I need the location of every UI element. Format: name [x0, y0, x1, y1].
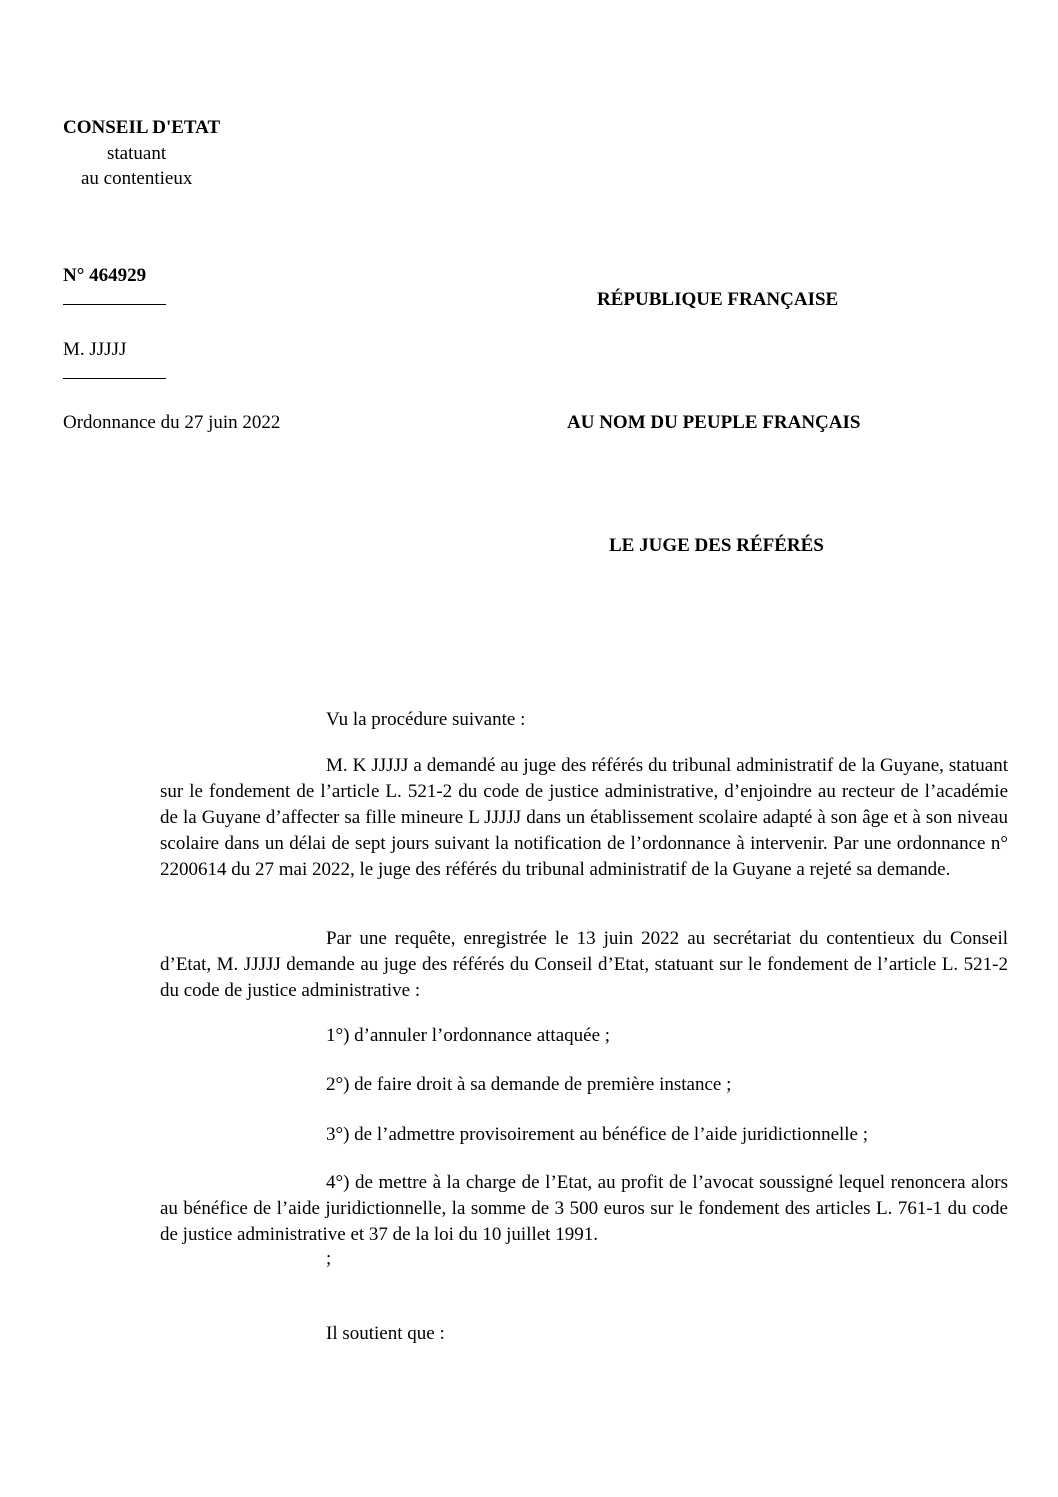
order-date: Ordonnance du 27 juin 2022 [63, 412, 281, 433]
in-name-of-heading: AU NOM DU PEUPLE FRANÇAIS [567, 412, 861, 433]
judge-heading: LE JUGE DES RÉFÉRÉS [609, 535, 824, 556]
republic-heading: RÉPUBLIQUE FRANÇAISE [597, 289, 839, 310]
divider-2 [63, 378, 166, 379]
procedure-intro: Vu la procédure suivante : [326, 709, 526, 730]
paragraph-first-instance: M. K JJJJJ a demandé au juge des référés du tribunal administratif de la Guyane, statuant sur le fondement de l’article L. 521-2 du code de justice administrative, d’enjoindre au recteur de l’académie de la Guyane d’affecter sa fille mineure L JJJJJ dans un établissement scolaire adapté à son âge et à son niveau scolaire dans un délai de sept jours suivant la notification de l’ordonnance à intervenir. Par une ordonnance n° 2200614 du 27 mai 2022, le juge des référés du tribunal administratif de la Guyane a rejeté sa demande. [160, 755, 1008, 880]
court-subtitle-statuant: statuant [107, 143, 167, 164]
request-item-3: 3°) de l’admettre provisoirement au bénéfice de l’aide juridictionnelle ; [326, 1124, 869, 1145]
court-subtitle-contentieux: au contentieux [81, 168, 193, 189]
request-item-4: 4°) de mettre à la charge de l’Etat, au profit de l’avocat soussigné lequel renoncera alors au bénéfice de l’aide juridictionnelle, la somme de 3 500 euros sur le fondement des articles L. 761-1 du code de justice administrative et 37 de la loi du 10 juillet 1991. [160, 1172, 1008, 1245]
arguments-intro: Il soutient que : [326, 1323, 445, 1344]
court-name: CONSEIL D'ETAT [63, 117, 221, 138]
trailing-semicolon: ; [326, 1248, 332, 1269]
party-name: M. JJJJJ [63, 339, 127, 360]
divider-1 [63, 304, 166, 305]
paragraph-request: Par une requête, enregistrée le 13 juin 2022 au secrétariat du contentieux du Conseil d’Etat, M. JJJJJ demande au juge des référés du Conseil d’Etat, statuant sur le fondement de l’article L. 521-2 du code de justice administrative : [160, 928, 1008, 1001]
request-item-1: 1°) d’annuler l’ordonnance attaquée ; [326, 1025, 611, 1046]
case-number: N° 464929 [63, 265, 147, 286]
request-item-2: 2°) de faire droit à sa demande de première instance ; [326, 1074, 732, 1095]
